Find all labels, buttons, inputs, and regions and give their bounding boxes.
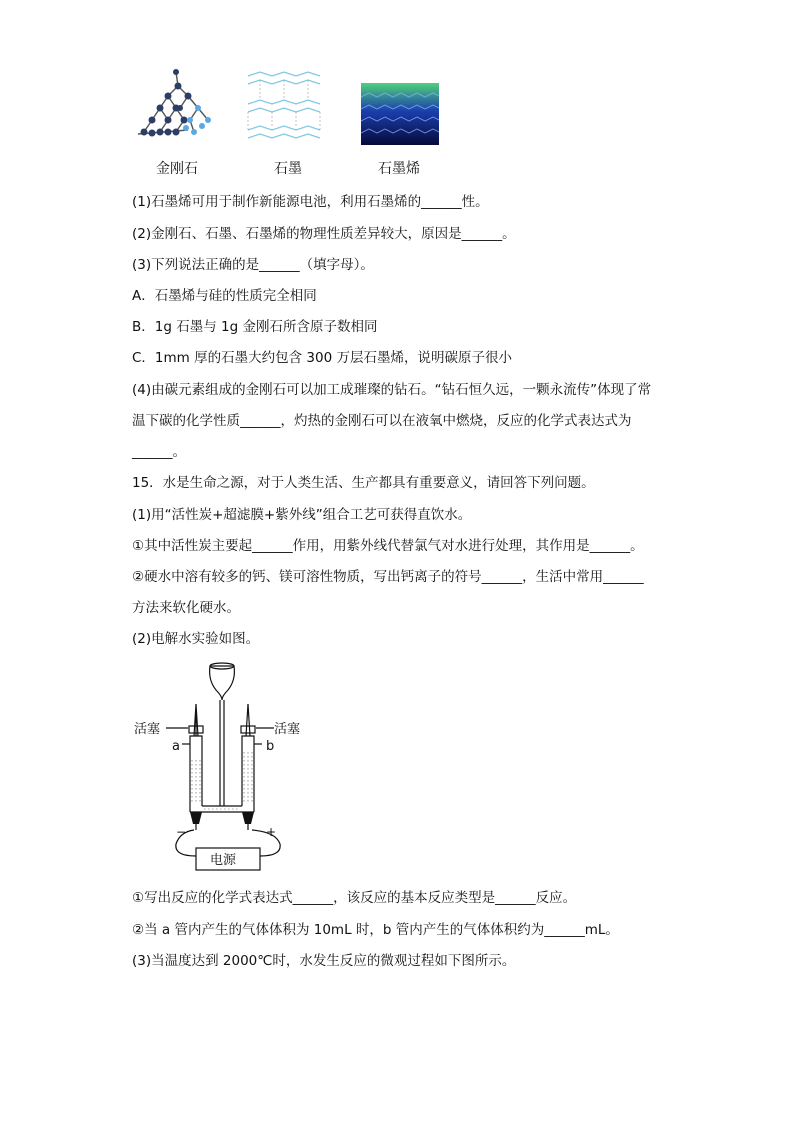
q15-part2-item2: ②当 a 管内产生的气体体积为 10mL 时，b 管内产生的气体体积约为______mL。 xyxy=(132,922,619,938)
electrolysis-apparatus-diagram xyxy=(130,660,310,875)
power-supply-label: 电源 xyxy=(210,853,237,868)
q15-part2: (2)电解水实验如图。 xyxy=(132,631,260,647)
tube-b-label: b xyxy=(266,739,275,754)
caption-graphene: 石墨烯 xyxy=(378,161,420,177)
q14-part4-line1: (4)由碳元素组成的金刚石可以加工成璀璨的钻石。“钻石恒久远，一颗永流传”体现了常 xyxy=(132,382,652,398)
q15-part1-item2-line1: ②硬水中溶有较多的钙、镁可溶性物质，写出钙离子的符号______，生活中常用______ xyxy=(132,569,644,585)
graphene-structure-image xyxy=(361,83,439,145)
q14-option-c: C．1mm 厚的石墨大约包含 300 万层石墨烯，说明碳原子很小 xyxy=(132,350,512,366)
q15-part3: (3)当温度达到 2000℃时，水发生反应的微观过程如下图所示。 xyxy=(132,953,516,969)
stopcock-right-label: 活塞 xyxy=(274,722,301,737)
positive-terminal-label: + xyxy=(266,825,277,839)
q14-part4-line2: 温下碳的化学性质______，灼热的金刚石可以在液氧中燃烧，反应的化学式表达式为 xyxy=(132,413,632,429)
q15-part2-item1: ①写出反应的化学式表达式______，该反应的基本反应类型是______反应。 xyxy=(132,890,577,906)
caption-diamond: 金刚石 xyxy=(156,161,198,177)
caption-graphite: 石墨 xyxy=(274,161,302,177)
diamond-structure-image xyxy=(128,66,218,146)
q14-part1: (1)石墨烯可用于制作新能源电池，利用石墨烯的______性。 xyxy=(132,194,489,210)
graphite-structure-image xyxy=(244,68,324,146)
q14-part3: (3)下列说法正确的是______（填字母）。 xyxy=(132,257,374,273)
q15-part1-item2-line2: 方法来软化硬水。 xyxy=(132,600,240,616)
q15-part1-item1: ①其中活性炭主要起______作用，用紫外线代替氯气对水进行处理，其作用是______。 xyxy=(132,538,644,554)
negative-terminal-label: − xyxy=(176,825,187,839)
q15-part1: (1)用“活性炭+超滤膜+紫外线”组合工艺可获得直饮水。 xyxy=(132,507,472,523)
q14-part2: (2)金刚石、石墨、石墨烯的物理性质差异较大，原因是______。 xyxy=(132,226,516,242)
stopcock-left-label: 活塞 xyxy=(134,722,161,737)
q14-option-a: A．石墨烯与硅的性质完全相同 xyxy=(132,288,317,304)
q15-stem: 15．水是生命之源，对于人类生活、生产都具有重要意义，请回答下列问题。 xyxy=(132,475,595,491)
q14-part4-line3: ______。 xyxy=(132,444,186,460)
tube-a-label: a xyxy=(172,739,180,754)
q14-option-b: B．1g 石墨与 1g 金刚石所含原子数相同 xyxy=(132,319,378,335)
